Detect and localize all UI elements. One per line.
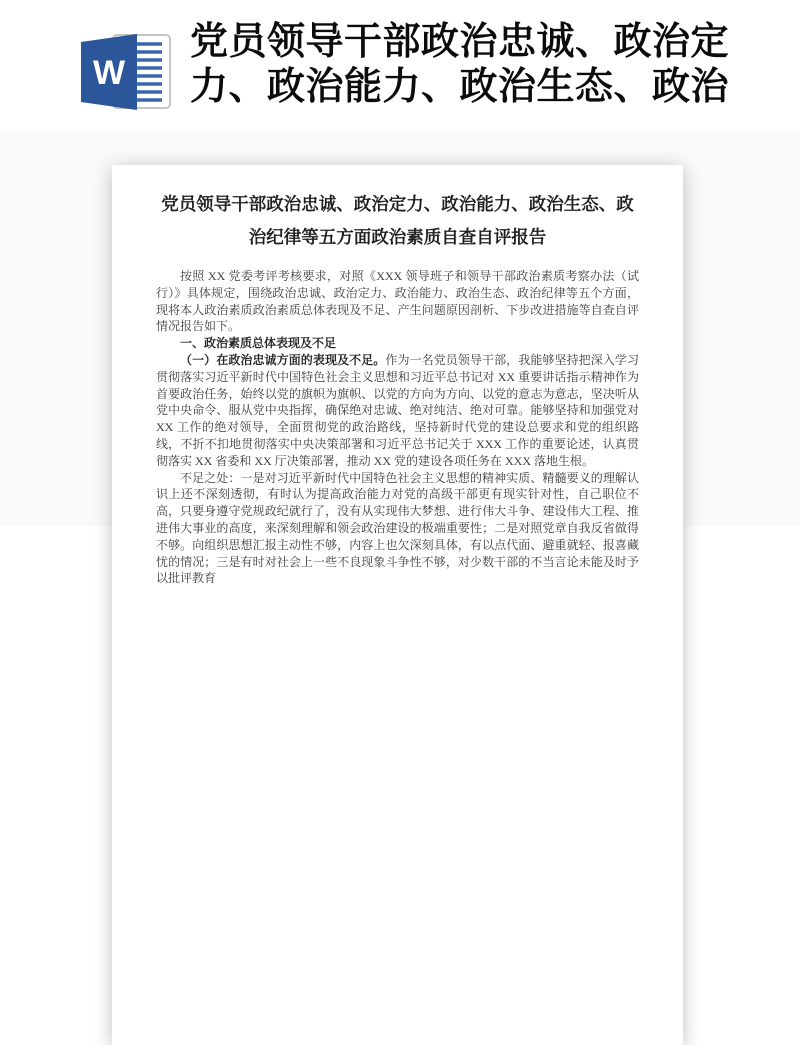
- document-title: 党员领导干部政治忠诚、政治定力、政治能力、政治生态、政治纪律等五方面政治素质自查自评报告: [161, 194, 634, 247]
- section-heading: 一、政治素质总体表现及不足: [180, 336, 337, 351]
- file-title: 党员领导干部政治忠诚、政治定力、政治能力、政治生态、政治: [190, 21, 730, 108]
- svg-text:W: W: [92, 54, 126, 92]
- paragraph-lead: （一）在政治忠诚方面的表现及不足。: [180, 352, 386, 367]
- document-page: [112, 165, 683, 1045]
- word-file-icon: [77, 32, 173, 112]
- file-header: [0, 0, 800, 131]
- document-body: [156, 268, 639, 587]
- paragraph: （一）在政治忠诚方面的表现及不足。作为一名党员领导干部，我能够坚持把深入学习贯彻落实习近平新时代中国特色社会主义思想和习近平总书记对 XX 重要讲话指示精神作为首要政治任务，始终以党的旗帜为旗帜、以党的方向为方向、以党的意志为意志，坚决听从党中央命令、服从党中央指挥，确保绝对忠诚、绝对纯洁、绝对可靠。能够坚持和加强党对 XX 工作的绝对领导，全面贯彻党的政治路线，坚持新时代党的建设总要求和党的组织路线，不折不扣地贯彻落实中央决策部署和习近平总书记关于 XXX 工作的重要论述，认真贯彻落实 XX 省委和 XX 厅决策部署，推动 XX 党的建设各项任务在 XXX 落地生根。: [156, 352, 639, 468]
- paragraph: 按照 XX 党委考评考核要求，对照《XXX 领导班子和领导干部政治素质考察办法（试行）》具体规定，围绕政治忠诚、政治定力、政治能力、政治生态、政治纪律等五个方面，现将本人政治素质政治素质总体表现及不足、产生问题原因剖析、下步改进措施等自查自评情况报告如下。: [156, 269, 639, 334]
- paragraph: 不足之处：一是对习近平新时代中国特色社会主义思想的精神实质、精髓要义的理解认识上还不深刻透彻，有时认为提高政治能力对党的高级干部更有现实针对性，自己职位不高，只要身遵守党规政纪就行了，没有从实现伟大梦想、进行伟大斗争、建设伟大工程、推进伟大事业的高度，来深刻理解和领会政治建设的极端重要性；二是对照党章自我反省做得不够。向组织思想汇报主动性不够，内容上也欠深刻具体，有以点代面、避重就轻、报喜藏忧的情况；三是有时对社会上一些不良现象斗争性不够，对少数干部的不当言论未能及时予以批评教育: [156, 470, 639, 586]
- document-preview-area: [0, 131, 800, 586]
